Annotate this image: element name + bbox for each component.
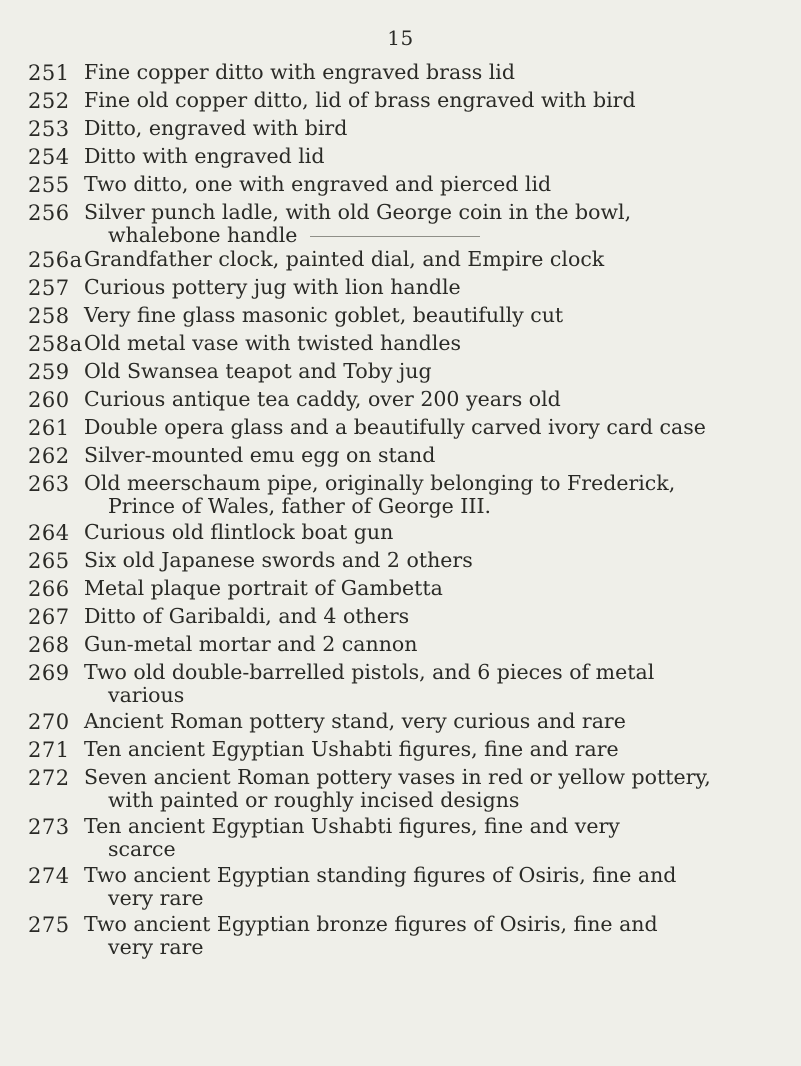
lot-number: 263 — [28, 472, 70, 496]
lot-entry — [28, 520, 776, 546]
lot-number: 274 — [28, 864, 70, 888]
page-number: 15 — [387, 26, 414, 50]
lot-number: 273 — [28, 815, 70, 839]
lot-number: 275 — [28, 913, 70, 937]
lot-description-line: Two ancient Egyptian standing figures of Osiris, fine and — [84, 863, 677, 887]
lot-description-line: very rare — [108, 935, 204, 959]
lot-entry — [28, 303, 776, 329]
lot-number: 251 — [28, 61, 70, 85]
lot-entry — [28, 359, 776, 385]
lot-number: 260 — [28, 388, 70, 412]
lot-description-line: Old metal vase with twisted handles — [84, 331, 461, 355]
lot-description-line: Curious pottery jug with lion handle — [84, 275, 461, 299]
lot-number: 254 — [28, 145, 70, 169]
lot-description — [84, 737, 776, 761]
lot-description — [84, 387, 776, 411]
lot-description-line: Silver punch ladle, with old George coin in the bowl, — [84, 200, 632, 224]
lot-description-line: Fine old copper ditto, lid of brass engraved with bird — [84, 88, 636, 112]
lot-description-line: Curious old flintlock boat gun — [84, 520, 394, 544]
lot-entry — [28, 709, 776, 735]
lot-entry — [28, 765, 776, 812]
lot-description — [84, 415, 776, 439]
lot-description-line: Ditto of Garibaldi, and 4 others — [84, 604, 410, 628]
lot-description-line: Old Swansea teapot and Toby jug — [84, 359, 432, 383]
lot-description — [84, 520, 776, 544]
lot-description-line: Curious antique tea caddy, over 200 years old — [84, 387, 561, 411]
lot-description — [84, 60, 776, 84]
lot-description — [84, 471, 776, 518]
lot-description — [84, 863, 776, 910]
lot-number: 255 — [28, 173, 70, 197]
lot-description — [84, 765, 776, 812]
lot-description-line: Ditto, engraved with bird — [84, 116, 348, 140]
lot-number: 256a — [28, 248, 83, 272]
lot-description-line: Two ancient Egyptian bronze figures of Osiris, fine and — [84, 912, 658, 936]
lot-entry — [28, 247, 776, 273]
lot-description-line: Fine copper ditto with engraved brass lid — [84, 60, 515, 84]
lot-number: 266 — [28, 577, 70, 601]
lot-description-line: Ten ancient Egyptian Ushabti figures, fine and very — [84, 814, 620, 838]
section-divider — [310, 236, 480, 237]
lot-description — [84, 548, 776, 572]
lot-entry — [28, 912, 776, 959]
lot-number: 268 — [28, 633, 70, 657]
lot-description-line: Ditto with engraved lid — [84, 144, 325, 168]
lot-list-group-2 — [28, 247, 776, 961]
lot-entry — [28, 275, 776, 301]
lot-description-line: Ancient Roman pottery stand, very curious and rare — [84, 709, 626, 733]
lot-description — [84, 247, 776, 271]
lot-description-line: Ten ancient Egyptian Ushabti figures, fine and rare — [84, 737, 619, 761]
lot-description — [84, 814, 776, 861]
lot-description — [84, 303, 776, 327]
lot-number: 262 — [28, 444, 70, 468]
lot-entry — [28, 200, 776, 247]
lot-description — [84, 443, 776, 467]
lot-description-line: Six old Japanese swords and 2 others — [84, 548, 473, 572]
lot-description — [84, 604, 776, 628]
lot-number: 267 — [28, 605, 70, 629]
lot-number: 264 — [28, 521, 70, 545]
lot-entry — [28, 471, 776, 518]
lot-description — [84, 912, 776, 959]
lot-entry — [28, 548, 776, 574]
lot-description-line: Grandfather clock, painted dial, and Empire clock — [84, 247, 605, 271]
lot-description — [84, 709, 776, 733]
lot-entry — [28, 387, 776, 413]
lot-number: 271 — [28, 738, 70, 762]
lot-number: 270 — [28, 710, 70, 734]
lot-description-line: whalebone handle — [108, 223, 298, 247]
lot-entry — [28, 576, 776, 602]
lot-entry — [28, 60, 776, 86]
lot-entry — [28, 144, 776, 170]
lot-entry — [28, 660, 776, 707]
lot-description-line: Two ditto, one with engraved and pierced lid — [84, 172, 552, 196]
lot-description-line: Prince of Wales, father of George III. — [108, 494, 492, 518]
lot-number: 258 — [28, 304, 70, 328]
lot-description-line: Two old double-barrelled pistols, and 6 pieces of metal — [84, 660, 655, 684]
lot-entry — [28, 331, 776, 357]
lot-description-line: Silver-mounted emu egg on stand — [84, 443, 436, 467]
lot-entry — [28, 863, 776, 910]
lot-description — [84, 275, 776, 299]
lot-number: 261 — [28, 416, 70, 440]
lot-description — [84, 116, 776, 140]
lot-description-line: very rare — [108, 886, 204, 910]
lot-description — [84, 632, 776, 656]
lot-description-line: Old meerschaum pipe, originally belonging to Frederick, — [84, 471, 676, 495]
lot-entry — [28, 443, 776, 469]
lot-list-group-1 — [28, 60, 776, 249]
lot-number: 257 — [28, 276, 70, 300]
lot-description — [84, 359, 776, 383]
lot-description — [84, 660, 776, 707]
lot-entry — [28, 632, 776, 658]
lot-description-line: with painted or roughly incised designs — [108, 788, 520, 812]
lot-number: 259 — [28, 360, 70, 384]
lot-description-line: various — [108, 683, 185, 707]
lot-description-line: Double opera glass and a beautifully carved ivory card case — [84, 415, 706, 439]
lot-number: 272 — [28, 766, 70, 790]
lot-entry — [28, 737, 776, 763]
lot-number: 258a — [28, 332, 83, 356]
lot-description — [84, 200, 776, 247]
lot-description — [84, 88, 776, 112]
lot-description — [84, 172, 776, 196]
lot-number: 265 — [28, 549, 70, 573]
lot-description-line: Seven ancient Roman pottery vases in red or yellow pottery, — [84, 765, 711, 789]
lot-entry — [28, 415, 776, 441]
lot-entry — [28, 116, 776, 142]
lot-description-line: Very fine glass masonic goblet, beautifully cut — [84, 303, 564, 327]
lot-number: 252 — [28, 89, 70, 113]
lot-entry — [28, 604, 776, 630]
lot-number: 269 — [28, 661, 70, 685]
lot-description-line: Metal plaque portrait of Gambetta — [84, 576, 443, 600]
lot-entry — [28, 88, 776, 114]
lot-number: 256 — [28, 201, 70, 225]
lot-description-line: Gun-metal mortar and 2 cannon — [84, 632, 418, 656]
lot-description — [84, 331, 776, 355]
lot-description-line: scarce — [108, 837, 176, 861]
lot-description — [84, 144, 776, 168]
lot-entry — [28, 814, 776, 861]
lot-entry — [28, 172, 776, 198]
lot-description — [84, 576, 776, 600]
lot-number: 253 — [28, 117, 70, 141]
